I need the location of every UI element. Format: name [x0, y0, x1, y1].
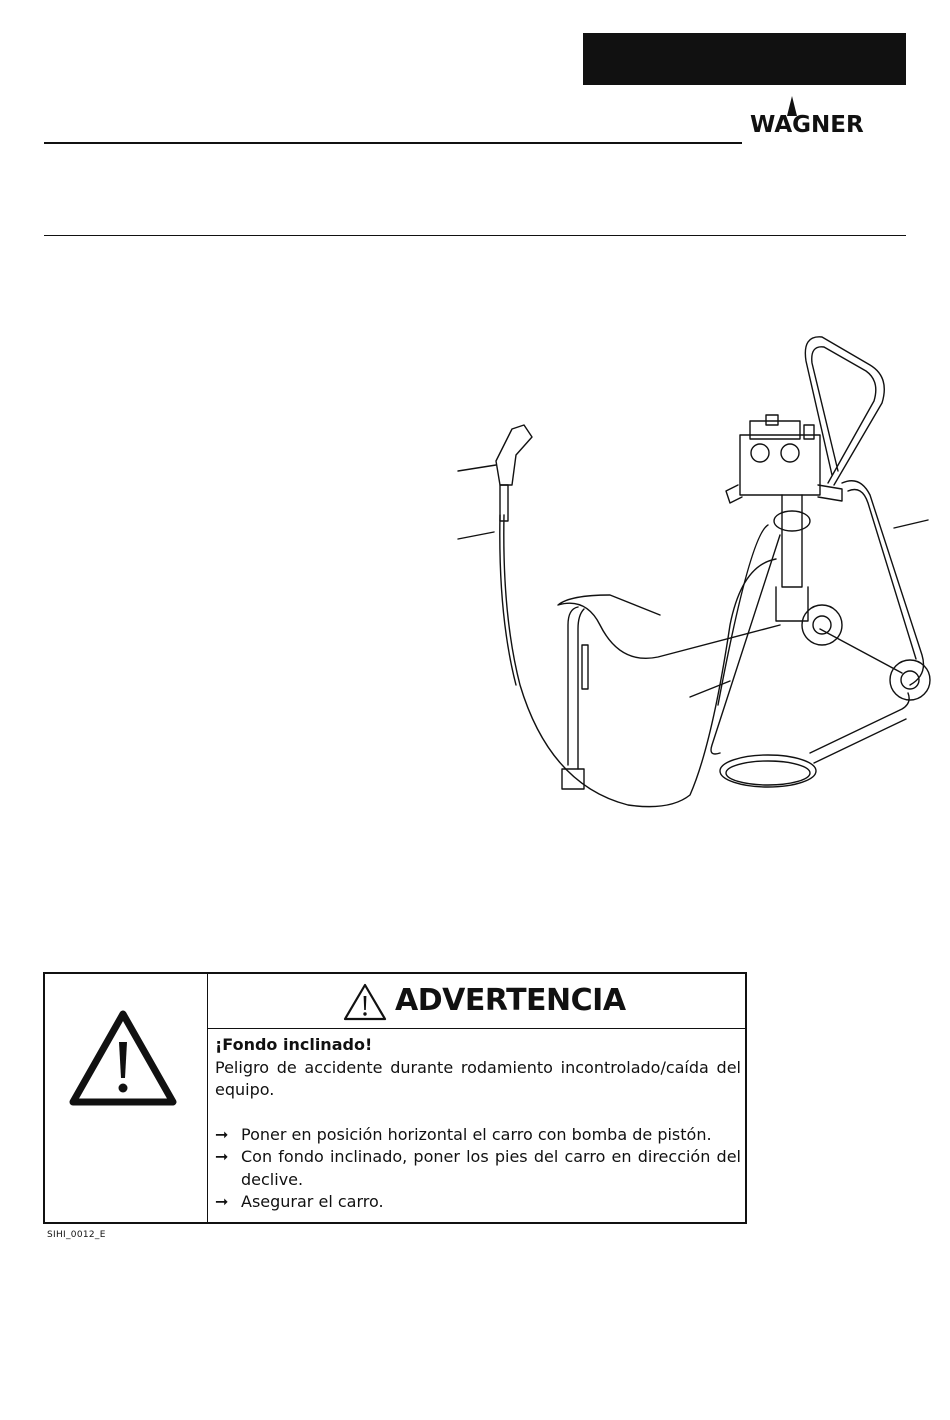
arrow-icon: ➞: [215, 1147, 229, 1166]
leader-line-hose: [458, 532, 494, 539]
cart-leg-right: [842, 481, 924, 685]
safety-step: ➞ Asegurar el carro.: [215, 1191, 741, 1214]
hose-coil: [720, 755, 816, 787]
safety-step: ➞ Con fondo inclinado, poner los pies del carro en dirección del declive.: [215, 1147, 741, 1189]
warning-triangle-icon: [67, 1008, 179, 1108]
wagner-logo: [746, 92, 906, 148]
warning-symbol-cell: [45, 974, 208, 1222]
arrow-icon: ➞: [215, 1124, 229, 1144]
suction-arm: [558, 595, 780, 658]
leader-line-frame: [894, 520, 928, 528]
cart-axle: [820, 629, 902, 673]
high-pressure-hose: [504, 515, 776, 807]
safety-steps: [215, 1124, 741, 1214]
spray-gun: [496, 425, 532, 485]
pump-block: [740, 435, 820, 495]
leader-line-gun: [458, 465, 496, 471]
cart-axle-front: [690, 681, 730, 697]
warning-triangle-small-icon: [342, 982, 388, 1022]
section-rule: [44, 235, 906, 236]
cart-foot: [810, 693, 909, 753]
document-code: SIHI_0012_E: [47, 1230, 106, 1240]
hazard-description: Peligro de accidente durante rodamiento incontrolado/caída del equipo.: [215, 1057, 741, 1099]
warning-box: [43, 972, 747, 1224]
warning-header: [207, 974, 745, 1029]
suction-tube: [568, 607, 578, 765]
signal-word: ADVERTENCIA: [395, 983, 626, 1018]
suction-filter: [562, 769, 584, 789]
cart-leg-left: [711, 535, 780, 754]
safety-step: ➞ Poner en posición horizontal el carro con bomba de pistón.: [215, 1124, 741, 1147]
wheel-left: [802, 605, 842, 645]
piston-pump-cart-illustration: [450, 325, 950, 825]
header-black-bar: [583, 33, 906, 85]
title-rule: [44, 142, 742, 144]
arrow-icon: ➞: [215, 1192, 229, 1211]
wheel-right: [890, 660, 930, 700]
warning-body: [215, 1034, 741, 1214]
brand-name: WAGNER: [750, 112, 864, 138]
hazard-title: ¡Fondo inclinado!: [215, 1035, 373, 1054]
pump-column: [782, 495, 802, 587]
